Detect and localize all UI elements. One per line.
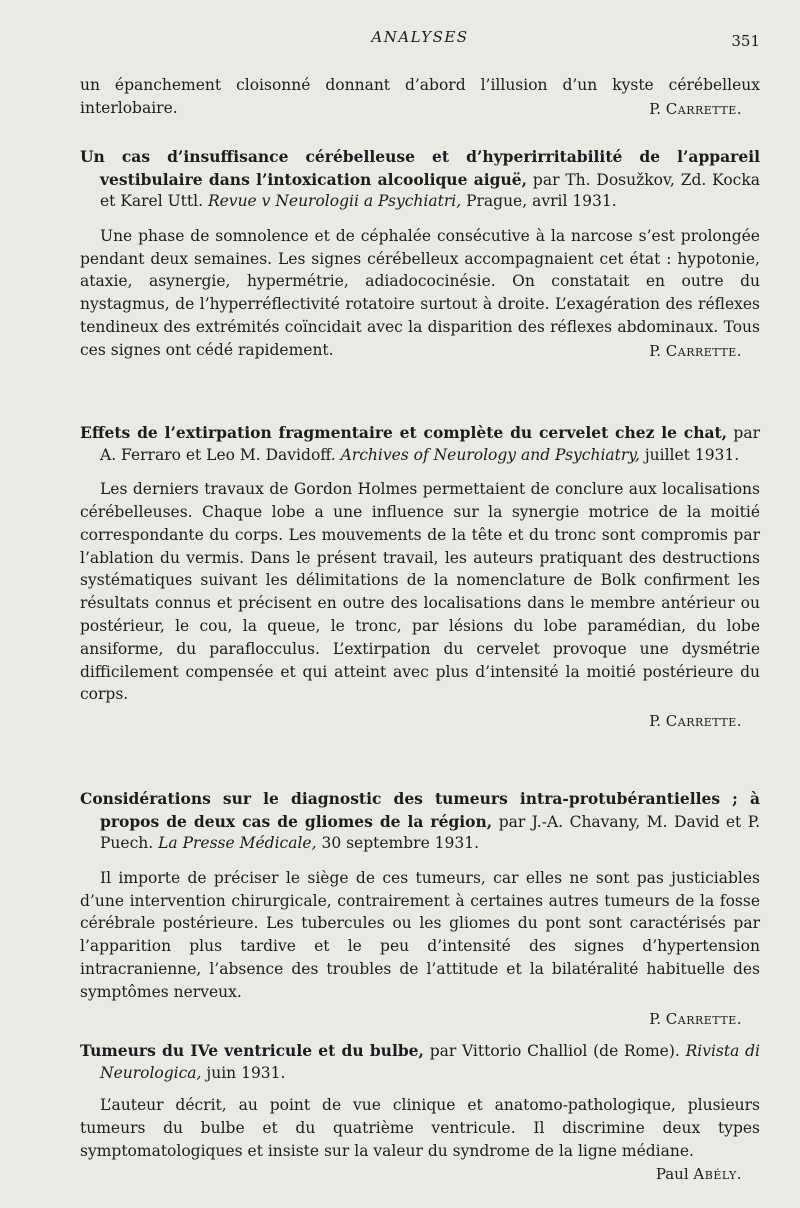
journal-name: La Presse Médicale, [158, 834, 317, 853]
signature-initial: P. [649, 1009, 662, 1028]
source-date: 30 septembre 1931. [321, 834, 480, 853]
signature-initial: P. [649, 341, 662, 360]
article-title [80, 422, 760, 466]
signature-name: Carrette. [665, 99, 742, 118]
signature [80, 710, 760, 732]
article-title [80, 788, 760, 855]
source-date: juin 1931. [206, 1063, 286, 1082]
article-authors: par J.-A. Chavany, M. David et P. Puech. [100, 812, 761, 853]
signature-initial: P. [649, 712, 662, 731]
signature-initial: Paul [655, 1164, 689, 1183]
article-1 [80, 146, 760, 362]
article-3 [80, 788, 760, 1030]
page-number: 351 [731, 32, 760, 50]
article-2 [80, 422, 760, 732]
article-heading: Effets de l’extirpation fragmentaire et complète du cervelet chez le chat, [80, 423, 728, 442]
journal-name: Rivista di Neurologica, [100, 1042, 760, 1082]
signature-initial: P. [649, 99, 662, 118]
article-body: Il importe de préciser le siège de ces tumeurs, car elles ne sont pas justiciables d’une intervention chirurgicale, contrairement à certaines autres tumeurs de la fosse cérébrale postérieure. Les tubercules ou les gliomes du pont sont caractérisés par l’apparition plus tardive et le peu d’intensité des signes d’hypertension intracranienne, l’absence des troubles de l’attitude et la bilatéralité habituelle des symptômes nerveux. [80, 868, 760, 1001]
article-title [80, 1040, 760, 1084]
signature [80, 1008, 760, 1030]
page-header [80, 28, 760, 50]
signature-name: Carrette. [665, 712, 742, 731]
intro-text: un épanchement cloisonné donnant d’abord l’illusion d’un kyste cérébelleux interlobaire. [80, 76, 760, 117]
journal-name: Archives of Neurology and Psychiatry, [340, 445, 640, 464]
intro-continuation [80, 74, 760, 120]
article-authors: par Th. Dosužkov, Zd. Kocka et Karel Uttl. [100, 170, 760, 211]
article-authors: par Vittorio Challiol (de Rome). [429, 1042, 680, 1060]
article-authors: par A. Ferraro et Leo M. Davidoff. [100, 424, 760, 464]
signature-name: Abély. [693, 1164, 742, 1183]
signature [80, 1163, 760, 1185]
running-title: ANALYSES [371, 28, 469, 46]
article-heading: Tumeurs du IVe ventricule et du bulbe, [80, 1041, 424, 1060]
article-body: Les derniers travaux de Gordon Holmes permettaient de conclure aux localisations cérébelleuses. Chaque lobe a une influence sur la synergie motrice de la moitié correspondante du corps. Les mouvements de la tête et du tronc sont compromis par l’ablation du vermis. Dans le présent travail, les auteurs pratiquant des destructions systématiques suivant les délimitations de la nomenclature de Bolk confirment les résultats connus et précisent en outre des localisations dans le membre antérieur ou postérieur, le cou, la queue, le tronc, par lésions du lobe paramédian, du lobe ansiforme, du paraflocculus. L’extirpation du cervelet provoque une dysmétrie difficilement compensée et qui atteint avec plus d’intensité la moitié postérieure du corps. [80, 480, 760, 704]
article-body: Une phase de somnolence et de céphalée consécutive à la narcose s’est prolongée pendant deux semaines. Les signes cérébelleux accompagnaient cet état : hypotonie, ataxie, asynergie, hypermétrie, adiadococinésie. On constatait en outre du nystagmus, de l’hyperréflectivité rotatoire surtout à droite. L’exagération des réflexes tendineux des extrémités coïncidait avec la disparition des réflexes abdominaux. Tous ces signes ont cédé rapidement. [80, 226, 760, 359]
article-4 [80, 1040, 760, 1185]
source-date: juillet 1931. [644, 445, 740, 464]
signature-name: Carrette. [665, 1009, 742, 1028]
article-heading: Un cas d’insuffisance cérébelleuse et d’hyperirritabilité de l’appareil vestibulaire dans l’intoxication alcoolique aiguë, [80, 147, 760, 189]
article-heading: Considérations sur le diagnostic des tumeurs intra-protubérantielles ; à propos de deux cas de gliomes de la région, [80, 789, 760, 831]
journal-name: Revue v Neurologii a Psychiatri, [207, 192, 462, 211]
article-title [80, 146, 760, 213]
source-date: Prague, avril 1931. [466, 192, 617, 211]
signature-name: Carrette. [665, 341, 742, 360]
signature [80, 98, 760, 120]
article-body: L’auteur décrit, au point de vue clinique et anatomo-pathologique, plusieurs tumeurs du bulbe et du quatrième ventricule. Il discrimine deux types symptomatologiques et insiste sur la valeur du syndrome de la ligne médiane. [80, 1096, 760, 1160]
